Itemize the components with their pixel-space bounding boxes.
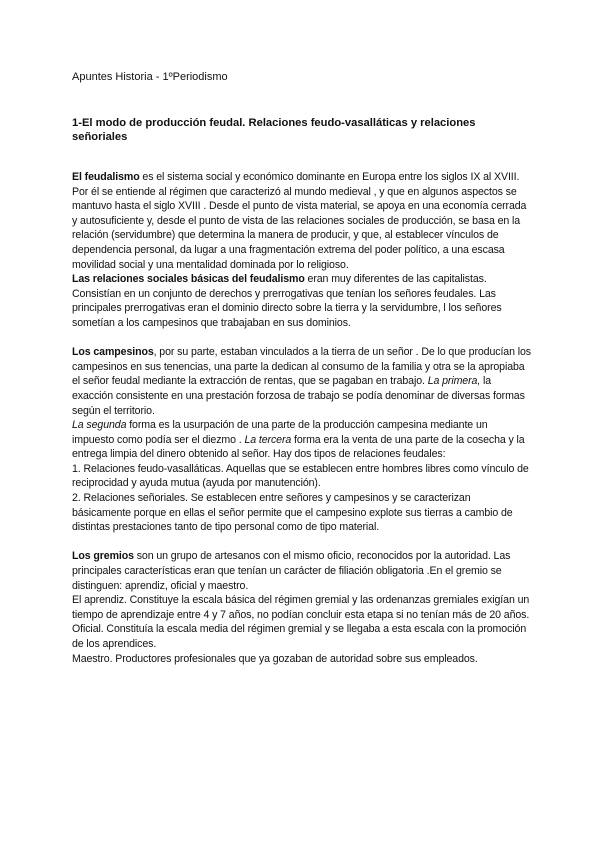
paragraph-maestro: Maestro. Productores profesionales que ya gozaban de autoridad sobre sus empleados. [72, 652, 478, 665]
document-header: Apuntes Historia - 1ºPeriodismo [72, 71, 228, 83]
paragraph-gremios: Los gremios son un grupo de artesanos con el mismo oficio, reconocidos por la autoridad. Las principales características eran que tenían un carácter de filiación obligatoria .En el gremio se distinguen: aprendiz, oficial y maestro. [72, 550, 511, 592]
document-body [72, 170, 532, 666]
paragraph-campesinos: Los campesinos, por su parte, estaban vinculados a la tierra de un señor . De lo que producían los campesinos en sus tenencias, una parte la dedican al consumo de la familia y otra se la apropiaba el señor feudal mediante la extracción de rentas, que se pagaban en trabajo. La primera, la exacción consistente en una prestación forzosa de trabajo se podía denominar de diversas formas según el territorio. La segunda forma es la usurpación de una parte de la producción campesina mediante un impuesto como podía ser el diezmo . La tercera forma era la venta de una parte de la cosecha y la entrega limpia del dinero obtenido al señor. Hay dos tipos de relaciones feudales: [72, 346, 531, 461]
paragraph-aprendiz: El aprendiz. Constituye la escala básica del régimen gremial y las ordenanzas gremiales exigían un tiempo de aprendizaje entre 4 y 7 años, no podían concluir esta etapa si no tenían más de 20 años. [72, 594, 530, 621]
paragraph-relaciones: Las relaciones sociales básicas del feudalismo eran muy diferentes de las capitalistas. Consistían en un conjunto de derechos y prerrogativas que tenían los señores feudales. Las principales prerrogativas eran el dominio directo sobre la tierra y la servidumbre, l los señores sometían a los campesinos que trabajaban en sus dominios. [72, 273, 502, 329]
section-title: 1-El modo de producción feudal. Relaciones feudo-vasalláticas y relaciones señoriales [72, 117, 476, 143]
list-item-feudo-vasallaticas: 1. Relaciones feudo-vasalláticas. Aquellas que se establecen entre hombres libres como vínculo de reciprocidad y ayuda mutua (ayuda por manutención). [72, 462, 529, 490]
paragraph-feudalismo: El feudalismo es el sistema social y económico dominante en Europa entre los siglos IX al XVIII. Por él se entiende al régimen que caracterizó al mundo medieval , y que en algunos aspectos se mantuvo hasta el siglo XVIII . Desde el punto de vista material, se apoya en una economía cerrada y autosuficiente y, desde el punto de vista de las relaciones sociales de producción, se basa en la relación (servidumbre) que determina la manera de producir, y que, al establecer vínculos de dependencia personal, da lugar a una fragmentación extrema del poder político, a una escasa movilidad social y una mentalidad dominada por lo religioso. [72, 171, 527, 271]
list-item-senoriales: 2. Relaciones señoriales. Se establecen entre señores y campesinos y se caracterizan básicamente porque en ellas el señor permite que el campesino explote sus tierras a cambio de distintas prestaciones tanto de tipo personal como de tipo material. [72, 492, 513, 534]
term-campesinos: Los campesinos [72, 346, 154, 359]
term-relaciones: Las relaciones sociales básicas del feudalismo [72, 273, 305, 286]
term-feudalismo: El feudalismo [72, 171, 140, 183]
paragraph-oficial: Oficial. Constituía la escala media del régimen gremial y se llegaba a esta escala con la promoción de los aprendices. [72, 623, 527, 650]
term-gremios: Los gremios [72, 550, 134, 563]
